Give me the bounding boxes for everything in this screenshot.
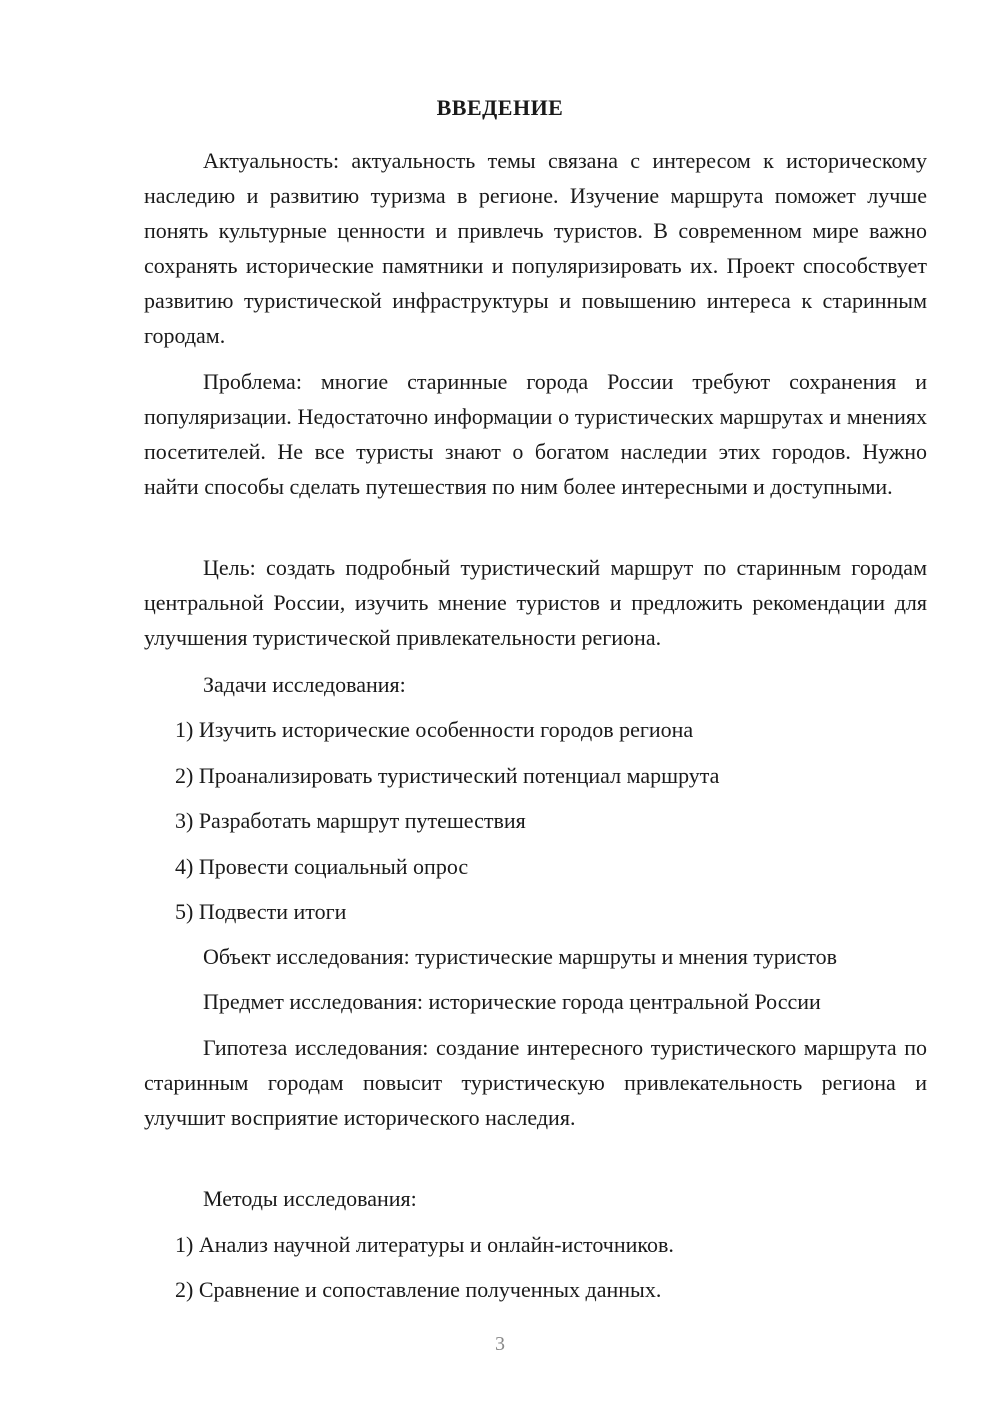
goal-paragraph: Цель: создать подробный туристический маршрут по старинным городам центральной России, изучить мнение туристов и предложить рекомендации для улучшения туристической привлекательности региона. [144, 555, 927, 650]
research-subject: Предмет исследования: исторические города центральной России [203, 989, 821, 1014]
hypothesis-paragraph: Гипотеза исследования: создание интересного туристического маршрута по старинным городам повысит туристическую привлекательность региона и улучшит восприятие исторического наследия. [144, 1035, 927, 1130]
task-item: 5) Подвести итоги [175, 899, 347, 924]
problem-paragraph: Проблема: многие старинные города России требуют сохранения и популяризации. Недостаточно информации о туристических маршрутах и мнениях посетителей. Не все туристы знают о богатом наследии этих городов. Нужно найти способы сделать путешествия по ним более интересными и доступными. [144, 369, 927, 499]
method-item: 2) Сравнение и сопоставление полученных данных. [175, 1277, 662, 1302]
tasks-title: Задачи исследования: [203, 672, 406, 697]
task-item: 2) Проанализировать туристический потенциал маршрута [175, 763, 720, 788]
relevance-paragraph: Актуальность: актуальность темы связана с интересом к историческому наследию и развитию туризма в регионе. Изучение маршрута поможет лучше понять культурные ценности и привлечь туристов. В современном мире важно сохранять исторические памятники и популяризировать их. Проект способствует развитию туристической инфраструктуры и повышению интереса к старинным городам. [144, 148, 927, 348]
research-object: Объект исследования: туристические маршруты и мнения туристов [203, 944, 837, 969]
page-number: 3 [495, 1333, 505, 1355]
method-item: 1) Анализ научной литературы и онлайн-источников. [175, 1232, 674, 1257]
methods-title: Методы исследования: [203, 1186, 417, 1211]
page-title: ВВЕДЕНИЕ [436, 95, 564, 120]
task-item: 1) Изучить исторические особенности городов региона [175, 717, 694, 742]
task-item: 3) Разработать маршрут путешествия [175, 808, 526, 833]
task-item: 4) Провести социальный опрос [175, 854, 469, 879]
